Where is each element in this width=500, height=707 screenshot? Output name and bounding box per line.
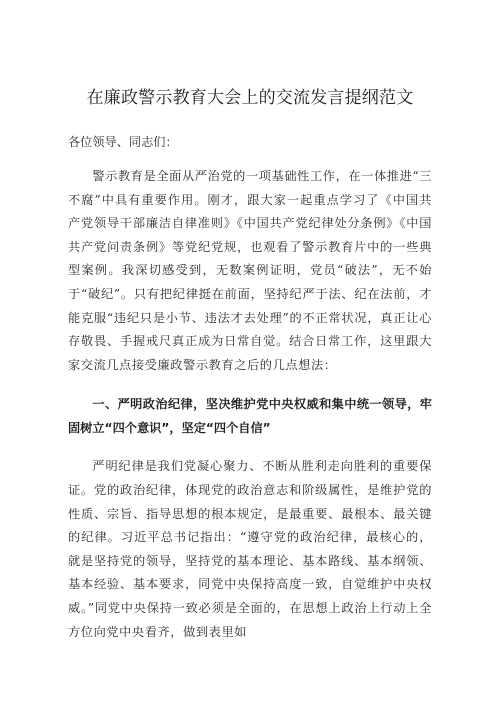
salutation: 各位领导、同志们： — [68, 135, 178, 149]
document-title: 在廉政警示教育大会上的交流发言提纲范文 — [86, 88, 414, 108]
intro-paragraph: 警示教育是全面从严治党的一项基础性工作，在一体推进“三不腐”中具有重要作用。刚才，跟大家一起重点学习了《中国共产党领导干部廉洁自律准则》《中国共产党纪律处分条例》《中国共产党问责条例》等党纪党规，也观看了警示教育片中的一些典型案例。我深切感受到，无数案例证明，党员“破法”，无不始于“破纪”。只有把纪律挺在前面，坚持纪严于法、纪在法前，才能克服“违纪只是小节、违法才去处理”的不正常状况，真正让心存敬畏、手握戒尺真正成为日常自觉。结合日常工作，这里跟大家交流几点接受廉政警示教育之后的几点想法： — [68, 169, 432, 372]
section-1-paragraph: 严明纪律是我们党凝心聚力、不断从胜利走向胜利的重要保证。党的政治纪律，体现党的政治意志和阶级属性，是维护党的性质、宗旨、指导思想的根本规定，是最重要、最根本、最关键的纪律。习近平总书记指出：“遵守党的政治纪律，最核心的，就是坚持党的领导，坚持党的基本理论、基本路线、基本纲领、基本经验、基本要求，同党中央保持高度一致，自觉维护中央权威。”同党中央保持一致必须是全面的，在思想上政治上行动上全方位向党中央看齐，做到表里如 — [68, 459, 432, 639]
section-heading-1: 一、严明政治纪律，坚决维护党中央权威和集中统一领导，牢固树立“四个意识”，坚定“四个自信” — [68, 397, 432, 436]
